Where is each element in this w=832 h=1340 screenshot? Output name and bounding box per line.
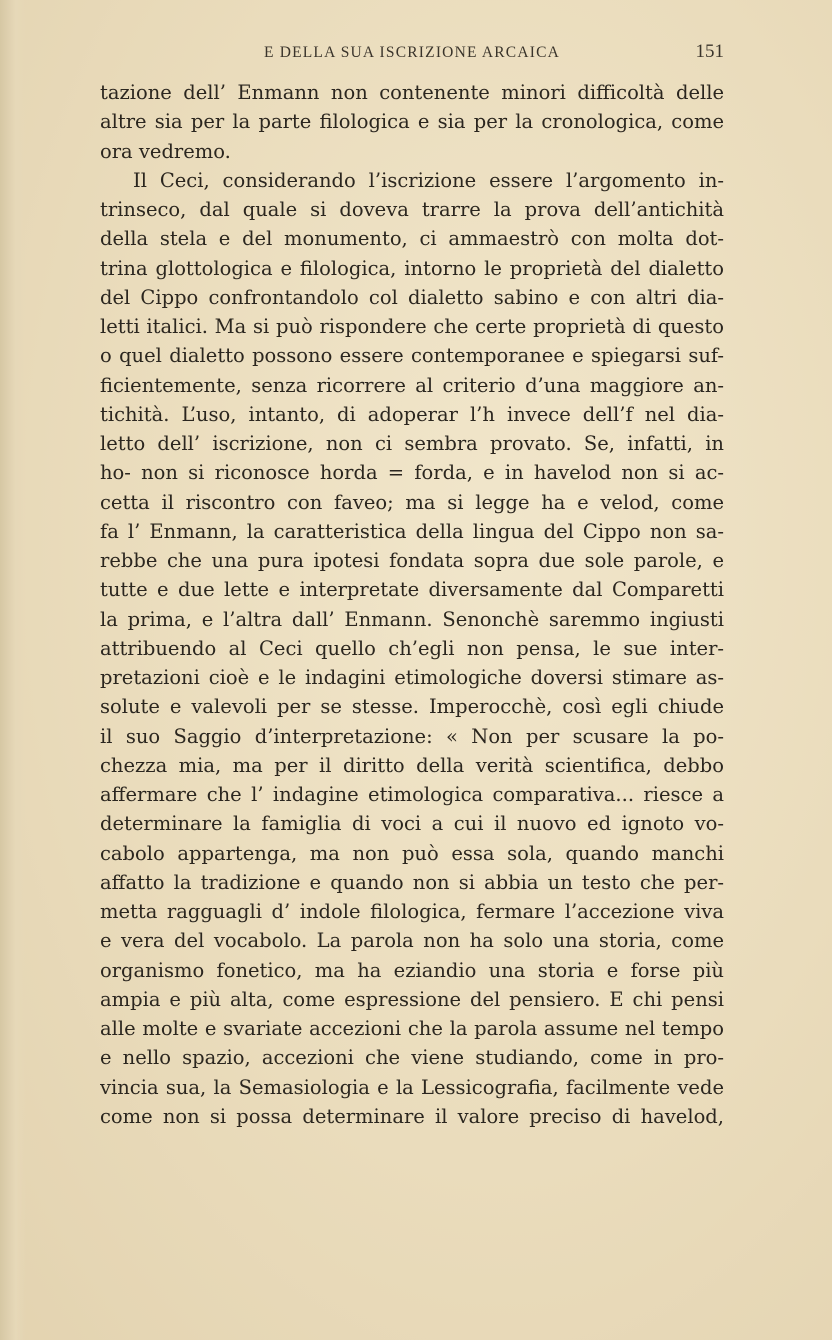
text-line: e nello spazio, accezioni che viene studiando, come in pro- xyxy=(100,1046,724,1070)
text-line: determinare la famiglia di voci a cui il nuovo ed ignoto vo- xyxy=(100,812,724,836)
text-line: pretazioni cioè e le indagini etimologiche doversi stimare as- xyxy=(100,666,724,689)
text-line: ho- non si riconosce horda = forda, e in havelod non si ac- xyxy=(100,461,724,485)
text-line: affatto la tradizione e quando non si abbia un testo che per- xyxy=(100,870,724,894)
text-line: tichità. L’uso, intanto, di adoperar l’h invece dell’f nel dia- xyxy=(100,402,724,426)
text-line: ora vedremo. xyxy=(100,139,231,163)
text-line: della stela e del monumento, ci ammaestrò con molta dot- xyxy=(100,227,724,251)
text-line: Il Ceci, considerando l’iscrizione essere l’argomento in- xyxy=(133,168,724,192)
text-line: cabolo appartenga, ma non può essa sola, quando manchi xyxy=(100,841,724,865)
text-line: la prima, e l’altra dall’ Enmann. Senonchè saremmo ingiusti xyxy=(100,607,724,631)
text-line: organismo fonetico, ma ha eziandio una storia e forse più xyxy=(100,958,724,982)
text-line: chezza mia, ma per il diritto della verità scientifica, debbo xyxy=(100,753,724,777)
text-line: ficientemente, senza ricorrere al criterio d’una maggiore an- xyxy=(100,373,724,397)
text-line: come non si possa determinare il valore preciso di havelod, xyxy=(100,1104,724,1128)
text-line: ampia e più alta, come espressione del pensiero. E chi pensi xyxy=(100,987,724,1011)
text-line: letto dell’ iscrizione, non ci sembra provato. Se, infatti, in xyxy=(100,432,724,455)
running-title: E DELLA SUA ISCRIZIONE ARCAICA xyxy=(263,44,561,61)
text-line: letti italici. Ma si può rispondere che certe proprietà di questo xyxy=(100,315,724,338)
binding-gutter xyxy=(0,0,26,1340)
text-line: tutte e due lette e interpretate diversamente dal Comparetti xyxy=(100,578,724,602)
text-line: trinseco, dal quale si doveva trarre la prova dell’antichità xyxy=(100,198,724,221)
page-number: 151 xyxy=(695,41,724,62)
text-line: fa l’ Enmann, la caratteristica della lingua del Cippo non sa- xyxy=(100,519,724,543)
text-line: solute e valevoli per se stesse. Imperocchè, così egli chiude xyxy=(100,695,724,719)
text-line: trina glottologica e filologica, intorno le proprietà del dialetto xyxy=(100,256,724,280)
running-head xyxy=(100,41,724,68)
text-line: del Cippo confrontandolo col dialetto sabino e con altri dia- xyxy=(100,285,724,309)
text-line: attribuendo al Ceci quello ch’egli non pensa, le sue inter- xyxy=(100,636,724,660)
text-line: alle molte e svariate accezioni che la parola assume nel tempo xyxy=(100,1017,724,1040)
body-text xyxy=(100,78,724,1131)
text-line: cetta il riscontro con faveo; ma si legge ha e velod, come xyxy=(100,490,724,514)
text-line: tazione dell’ Enmann non contenente minori difficoltà delle xyxy=(100,81,724,104)
text-line: o quel dialetto possono essere contemporanee e spiegarsi suf- xyxy=(100,344,724,368)
text-line: vincia sua, la Semasiologia e la Lessicografia, facilmente vede xyxy=(100,1075,724,1099)
text-line: altre sia per la parte filologica e sia per la cronologica, come xyxy=(100,110,724,134)
text-line: affermare che l’ indagine etimologica comparativa... riesce a xyxy=(100,783,724,806)
text-line: e vera del vocabolo. La parola non ha solo una storia, come xyxy=(100,929,724,953)
text-line: metta ragguagli d’ indole filologica, fermare l’accezione viva xyxy=(100,900,724,923)
text-line: rebbe che una pura ipotesi fondata sopra due sole parole, e xyxy=(100,549,724,572)
text-line: il suo Saggio d’interpretazione: « Non per scusare la po- xyxy=(100,724,724,748)
